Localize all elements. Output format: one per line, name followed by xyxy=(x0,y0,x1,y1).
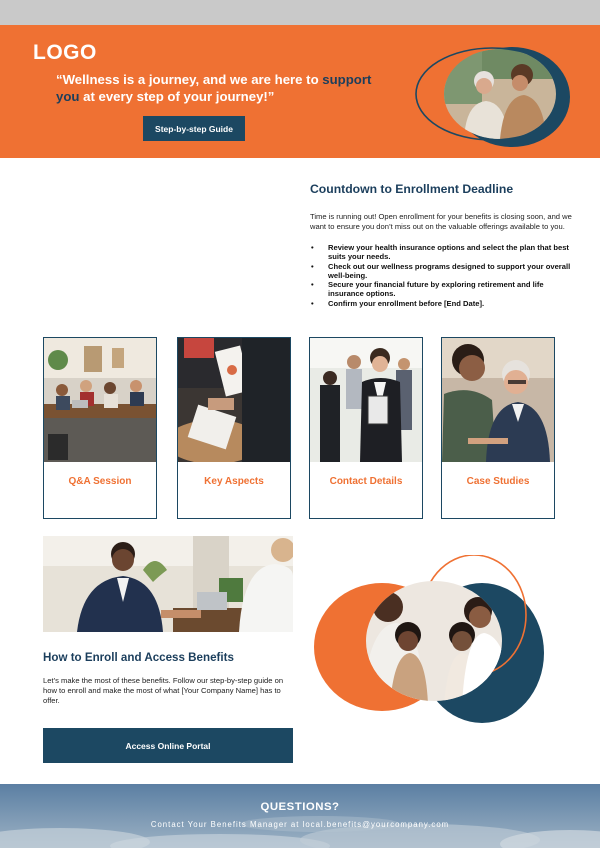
step-by-step-guide-button[interactable]: Step-by-step Guide xyxy=(143,116,245,141)
enroll-title: How to Enroll and Access Benefits xyxy=(43,651,234,664)
card-label: Key Aspects xyxy=(204,476,264,487)
bullet-icon: • xyxy=(311,243,314,252)
handshake-office-photo xyxy=(43,536,293,632)
list-item: • Confirm your enrollment before [End Date]. xyxy=(311,298,485,308)
countdown-title: Countdown to Enrollment Deadline xyxy=(310,182,514,196)
hero-quote xyxy=(56,71,386,105)
hero-photo-circles xyxy=(412,39,572,149)
quote-part-1: “Wellness is a journey, and we are here to xyxy=(56,72,319,87)
countdown-body: Time is running out! Open enrollment for your benefits is closing soon, and we want to ensure you don’t miss out on the valuable offerings available to you. xyxy=(310,212,572,231)
footer xyxy=(0,784,600,848)
card-contact-details[interactable] xyxy=(309,337,423,519)
quote-highlight: support you xyxy=(56,72,372,104)
family-photo-circles xyxy=(312,555,552,730)
enroll-body: Let’s make the most of these benefits. Follow our step-by-step guide on how to enroll and make the most of what [Your Company Name] has to offer. xyxy=(43,676,284,705)
card-qa-session[interactable] xyxy=(43,337,157,519)
card-label: Case Studies xyxy=(466,476,530,487)
questions-heading: QUESTIONS? xyxy=(260,801,340,813)
list-item: • Review your health insurance options and select the plan that best suits your needs. xyxy=(311,243,569,262)
quote-part-2: at every step of your journey!” xyxy=(83,89,275,104)
bullet-icon: • xyxy=(311,280,314,290)
sky-clouds-background xyxy=(0,784,600,848)
business-team-photo xyxy=(310,338,422,462)
meeting-room-photo xyxy=(44,338,156,462)
bullet-icon: • xyxy=(311,298,314,308)
bullet-icon: • xyxy=(311,261,314,271)
contact-line: Contact Your Benefits Manager at local.benefits@yourcompany.com xyxy=(150,820,450,829)
documents-photo xyxy=(178,338,290,462)
card-label: Q&A Session xyxy=(68,476,132,487)
card-key-aspects[interactable] xyxy=(177,337,291,519)
access-online-portal-button[interactable]: Access Online Portal xyxy=(43,728,293,763)
hero-banner xyxy=(0,25,600,158)
top-gray-bar xyxy=(0,0,600,25)
card-label: Contact Details xyxy=(329,476,403,487)
list-item: • Check out our wellness programs designed to support your overall well-being. xyxy=(311,261,571,280)
logo: LOGO xyxy=(33,41,97,64)
mentoring-photo xyxy=(442,338,554,462)
card-case-studies[interactable] xyxy=(441,337,555,519)
list-item: • Secure your financial future by exploring retirement and life insurance options. xyxy=(311,280,544,299)
countdown-bullets xyxy=(310,243,572,308)
countdown-section xyxy=(310,182,572,308)
